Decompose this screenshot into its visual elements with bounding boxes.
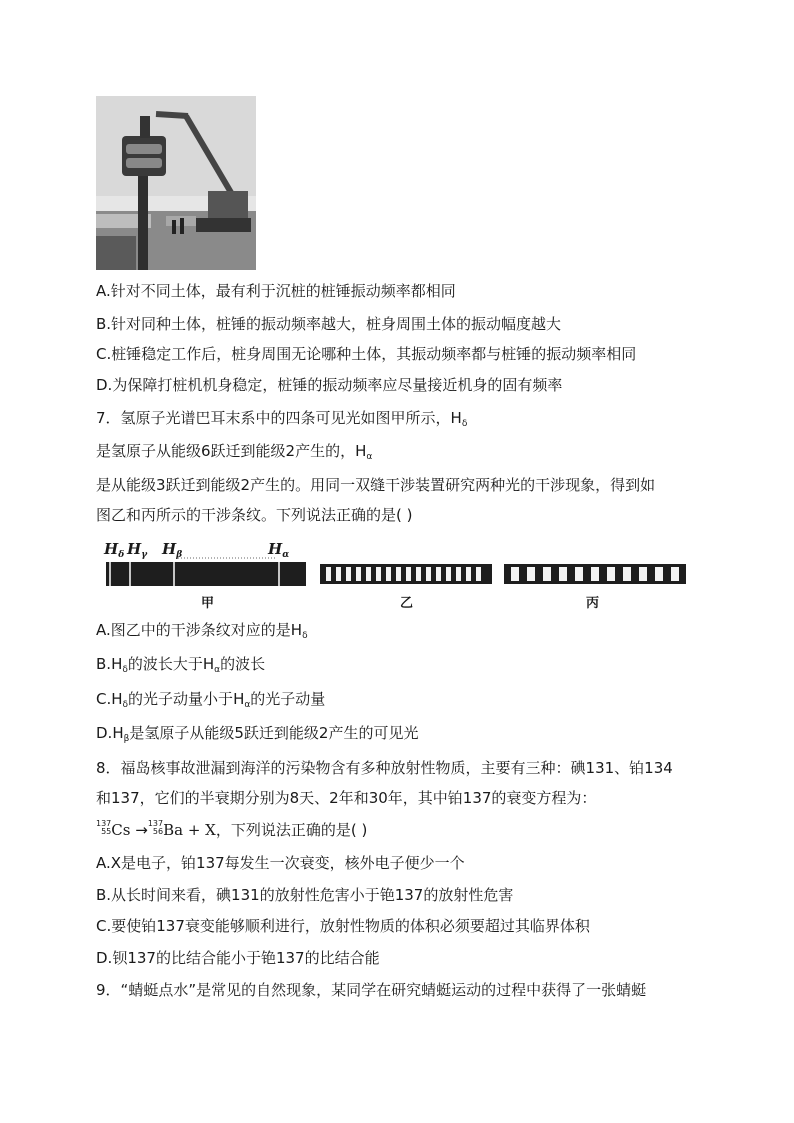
q6-option-b: B.针对同种土体，桩锤的振动频率越大，桩身周围土体的振动幅度越大: [96, 315, 562, 333]
q8-option-d: D.钡137的比结合能小于铯137的比结合能: [96, 949, 380, 967]
h-symbol: H: [355, 442, 367, 460]
spectrum-figure: [96, 540, 716, 610]
q7-stem-text: 是氢原子从能级6跃迁到能级2产生的，: [96, 442, 356, 460]
q8-option-c: C.要使铂137衰变能够顺利进行，放射性物质的体积必须要超过其临界体积: [96, 917, 590, 935]
label-h-beta: $H_\beta$: [162, 540, 183, 560]
q8-stem-line-2: 和137，它们的半衰期分别为8天、2年和30年，其中铂137的衰变方程为：: [96, 789, 597, 807]
q8-stem-line-1: 8．福岛核事故泄漏到海洋的污染物含有多种放射性物质，主要有三种：碘131、铂134: [96, 759, 673, 777]
q7-option-d: $D.H_\beta$是氢原子从能级5跃迁到能级2产生的可见光: [96, 724, 419, 744]
q7-option-a: A.图乙中的干涉条纹对应的是$H_\delta$: [96, 621, 308, 641]
caption-jia: 甲: [201, 596, 215, 611]
cs-isotope-numbers: 137 55: [96, 819, 112, 836]
caption-yi: 乙: [400, 596, 414, 611]
q8-option-a: A.X是电子，铂137每发生一次衰变，核外电子便少一个: [96, 854, 465, 872]
label-h-gamma: $H_\gamma$: [127, 540, 148, 560]
label-h-alpha: $H_\alpha$: [268, 540, 290, 560]
q7-stem-line-3: 是从能级3跃迁到能级2产生的。用同一双缝干涉装置研究两种光的干涉现象，得到如: [96, 476, 656, 494]
q7-option-b: $B.H_\delta$的波长大于$H_\alpha$的波长: [96, 655, 266, 675]
q6-option-a: A.针对不同土体，最有利于沉桩的桩锤振动频率都相同: [96, 282, 456, 300]
q7-stem-line-4: 图乙和丙所示的干涉条纹。下列说法正确的是( ): [96, 506, 413, 524]
q7-option-c: $C.H_\delta$的光子动量小于$H_\alpha$的光子动量: [96, 690, 326, 710]
h-symbol: H: [450, 409, 462, 427]
h-subscript: δ: [461, 419, 468, 429]
pile-driver-illustration: [96, 96, 256, 270]
q7-stem-line-1: [96, 407, 467, 435]
label-h-delta: $H_\delta$: [104, 540, 125, 560]
q9-stem-line-1: 9．“蜻蜓点水”是常见的自然现象，某同学在研究蜻蜓运动的过程中获得了一张蜻蜓: [96, 981, 647, 999]
q8-equation-line: 137 55Cs →137 56Ba + X，下列说法正确的是( ): [96, 819, 368, 839]
caption-bing: 丙: [586, 596, 600, 611]
q7-stem-text: 7．氢原子光谱巴耳末系中的四条可见光如图甲所示，: [96, 409, 451, 427]
ba-isotope-numbers: 137 56: [147, 819, 164, 836]
q7-stem-line-2: [96, 440, 372, 468]
h-subscript: α: [366, 452, 373, 462]
pile-driver-photo: [96, 96, 256, 270]
q6-option-c: C.桩锤稳定工作后，桩身周围无论哪种土体，其振动频率都与桩锤的振动频率相同: [96, 345, 637, 363]
q6-option-d: D.为保障打桩机机身稳定，桩锤的振动频率应尽量接近机身的固有频率: [96, 376, 563, 394]
q8-option-b: B.从长时间来看，碘131的放射性危害小于铯137的放射性危害: [96, 886, 514, 904]
